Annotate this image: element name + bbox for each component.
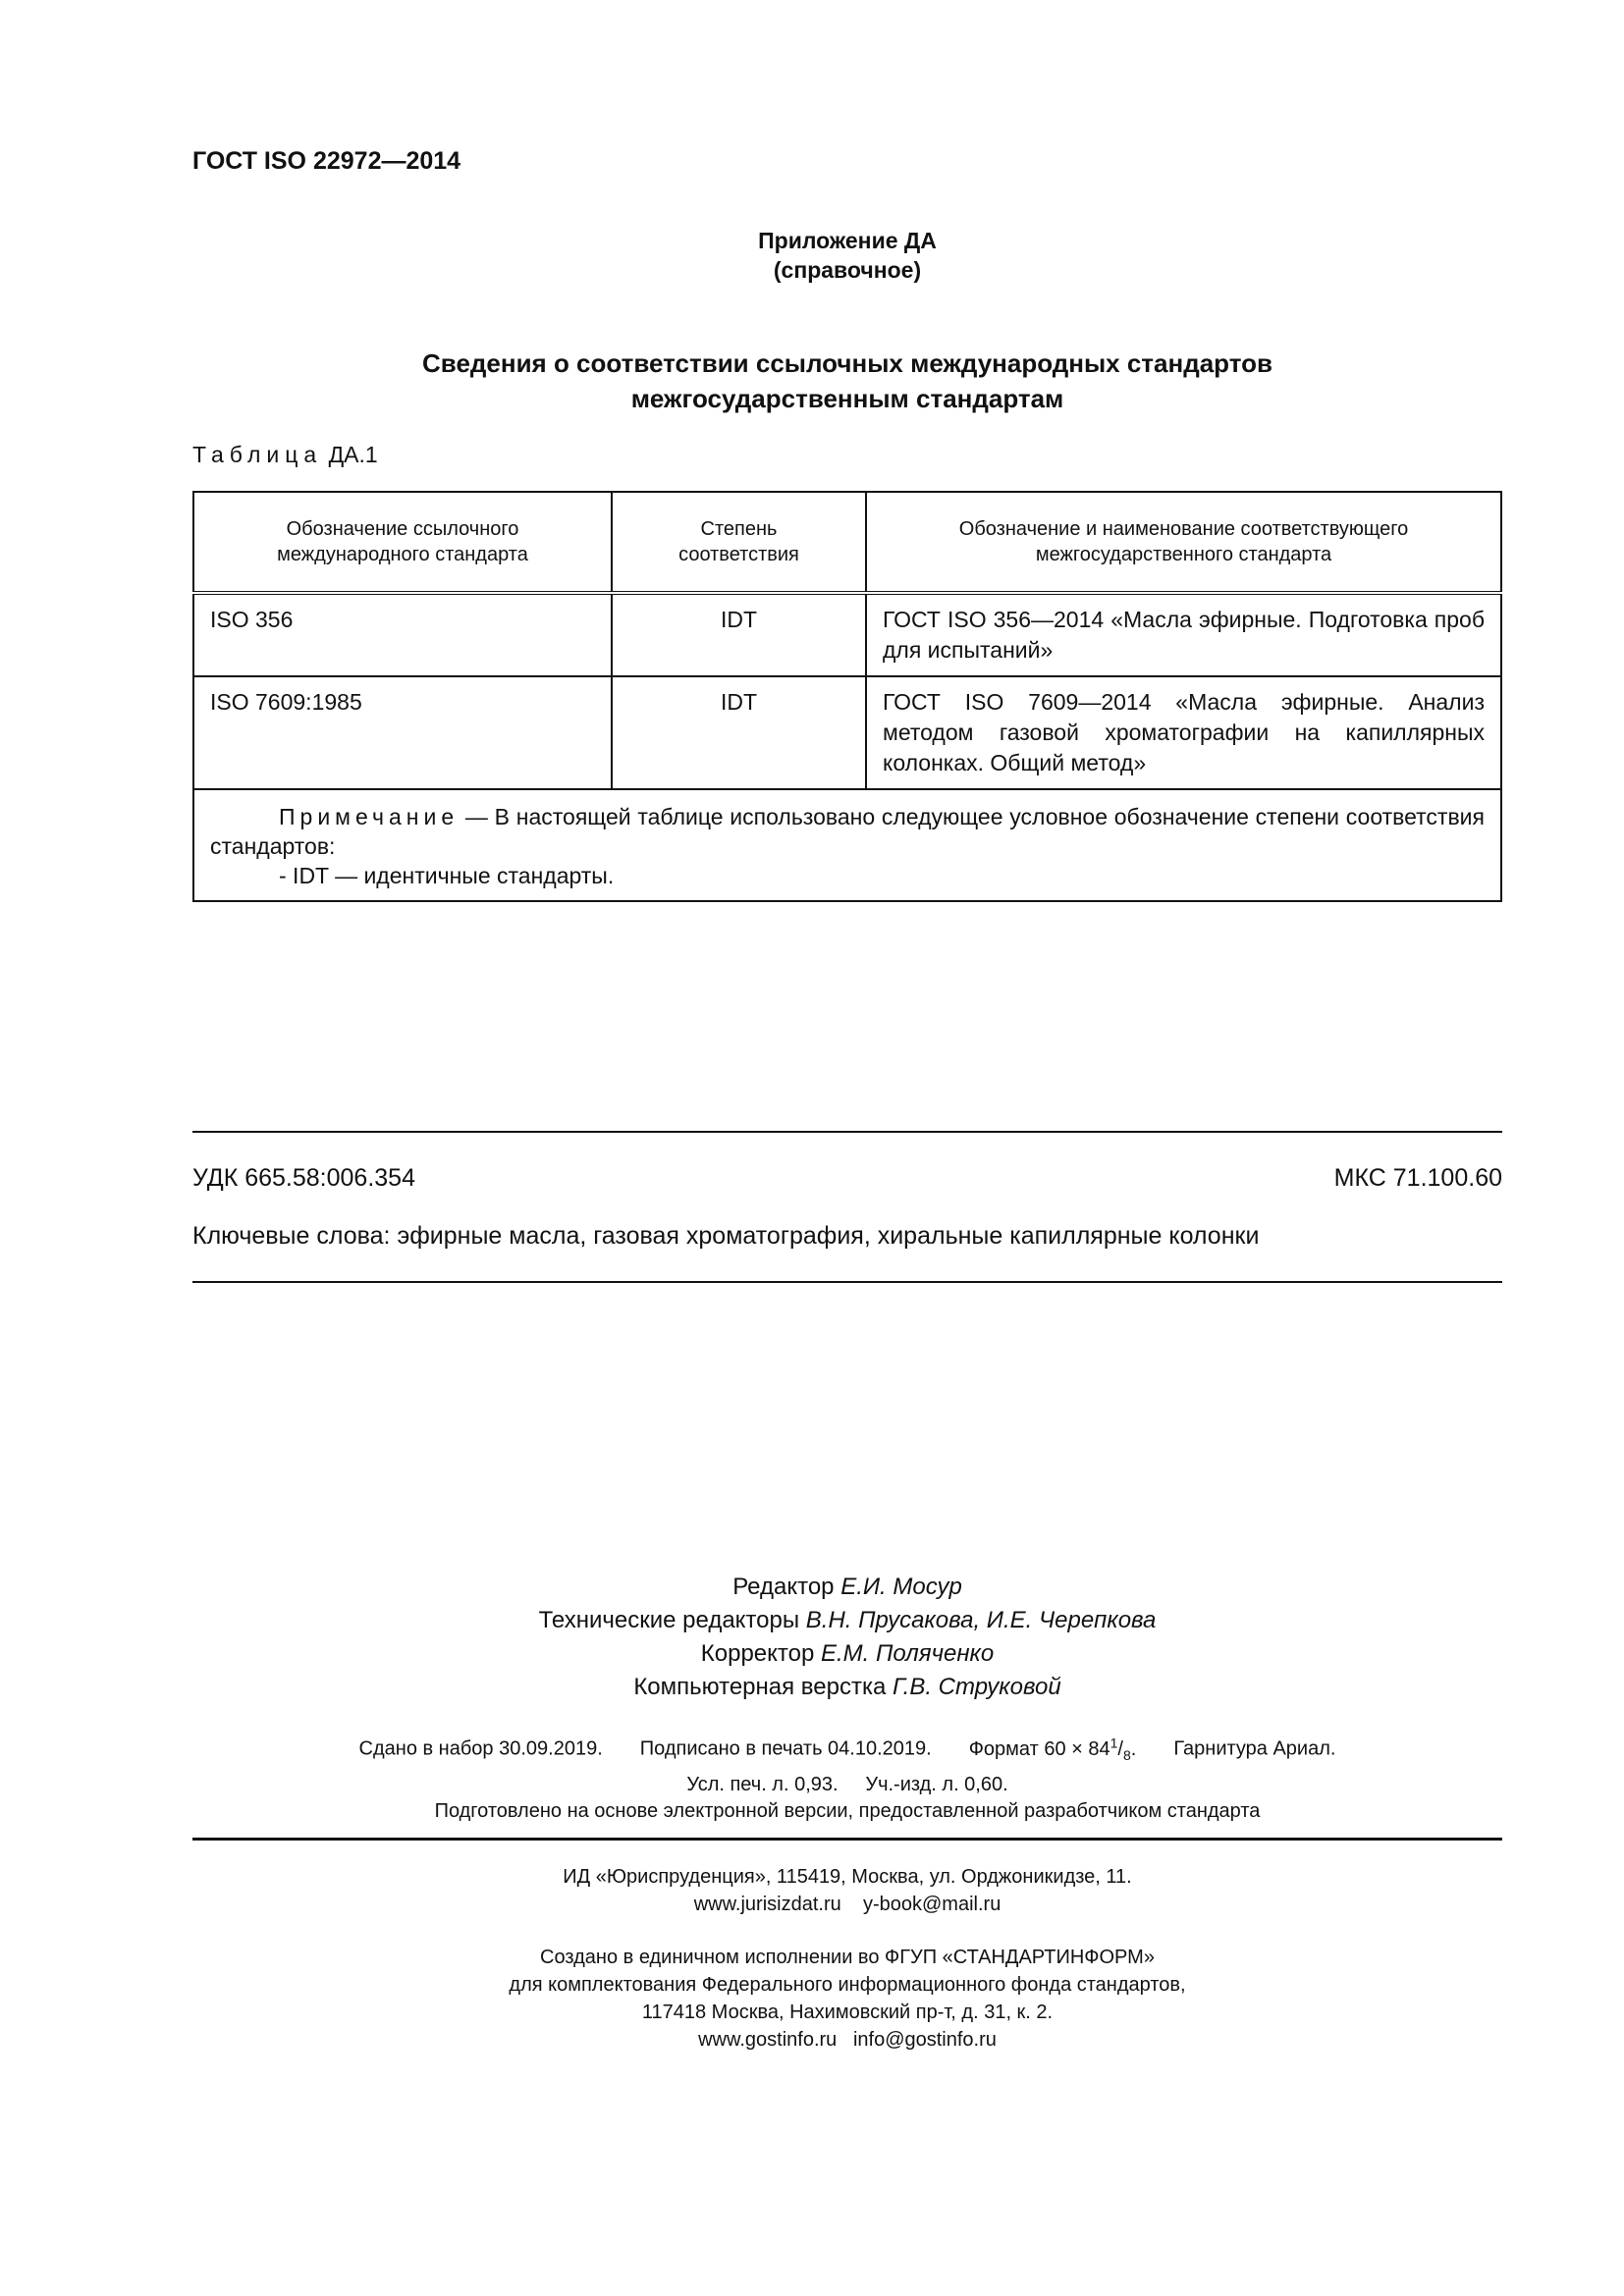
publisher-info [192,1863,1502,1918]
header-interstate-line1: Обозначение и наименование соответствующего [958,518,1409,540]
credit-corrector [192,1637,1502,1671]
header-degree [612,492,866,593]
print-info-line1 [192,1728,1502,1770]
table-caption [192,442,378,468]
credit-tech-editors [192,1604,1502,1637]
corrector-label: Корректор [700,1640,815,1667]
creator-line2: для комплектования Федерального информационного фонда стандартов, [509,1974,1186,1996]
section-title-line1: Сведения о соответствии ссылочных международных стандартов [422,348,1272,378]
header-interstate-line2: межгосударственного стандарта [1035,544,1332,565]
header-ref-line1: Обозначение ссылочного [286,518,519,540]
publisher-email-link[interactable]: y-book@mail.ru [862,1894,1001,1915]
creator-site-link[interactable]: www.gostinfo.ru [698,2029,838,2051]
cell-ref-standard: ISO 7609:1985 [193,676,612,789]
publisher-address: ИД «Юриспруденция», 115419, Москва, ул. Орджоникидзе, 11. [563,1866,1132,1888]
publisher-contacts [192,1891,1502,1918]
tech-editors-names: В.Н. Прусакова, И.Е. Черепкова [805,1607,1157,1633]
cell-interstate-standard: ГОСТ ISO 7609—2014 «Масла эфирные. Анализ методом газовой хроматографии на капиллярных колонках. Общий метод» [866,676,1501,789]
cell-interstate-standard: ГОСТ ISO 356—2014 «Масла эфирные. Подготовка проб для испытаний» [866,593,1501,676]
publication-sheets: Уч.-изд. л. 0,60. [865,1773,1008,1795]
header-degree-line2: соответствия [678,544,799,565]
divider-top [192,1131,1502,1133]
appendix-title: Приложение ДА [758,228,937,253]
appendix-subtitle: (справочное) [773,257,922,283]
divider-keywords [192,1281,1502,1283]
reference-standards-table [192,491,1502,902]
submitted-date: Сдано в набор 30.09.2019. [358,1737,603,1760]
cell-ref-standard: ISO 356 [193,593,612,676]
tech-editors-label: Технические редакторы [538,1607,800,1633]
creator-address: 117418 Москва, Нахимовский пр-т, д. 31, к. 2. [641,2002,1054,2023]
corrector-name: Е.М. Поляченко [821,1640,995,1667]
print-info [192,1728,1502,1799]
typeface: Гарнитура Ариал. [1173,1737,1336,1760]
header-ref-line2: международного стандарта [277,544,528,565]
table-caption-word: Таблица [192,442,323,467]
header-interstate-standard [866,492,1501,593]
prepared-note: Подготовлено на основе электронной версии, предоставленной разработчиком стандарта [434,1800,1261,1822]
signed-date: Подписано в печать 04.10.2019. [639,1737,932,1760]
note-text [210,802,1485,861]
header-degree-line1: Степень [700,518,778,540]
note-label: Примечание [279,804,460,829]
editor-name: Е.И. Мосур [840,1574,962,1600]
table-row [193,676,1501,789]
layout-label: Компьютерная верстка [633,1674,887,1700]
cell-degree: IDT [612,593,866,676]
section-title-line2: межгосударственным стандартам [630,384,1064,413]
appendix-heading [192,226,1502,285]
note-body: — В настоящей таблице использовано следующее условное обозначение степени соответствия стандартов: [210,804,1485,859]
table-header-row [193,492,1501,593]
table-row [193,593,1501,676]
creator-email-link[interactable]: info@gostinfo.ru [852,2029,997,2051]
note-item: - IDT — идентичные стандарты. [279,863,615,888]
creator-contacts [192,2026,1502,2054]
table-note [193,789,1501,901]
layout-name: Г.В. Струковой [893,1674,1061,1700]
creator-info [192,1944,1502,2054]
print-info-line2 [192,1770,1502,1799]
credits [192,1571,1502,1704]
section-title [192,346,1502,416]
print-sheets: Усл. печ. л. 0,93. [686,1773,839,1795]
cell-degree: IDT [612,676,866,789]
table-note-row [193,789,1501,901]
credit-editor [192,1571,1502,1604]
keywords: Ключевые слова: эфирные масла, газовая хроматография, хиральные капиллярные колонки [192,1222,1260,1250]
header-ref-standard [193,492,612,593]
mks-code: МКС 71.100.60 [1333,1164,1502,1192]
publisher-site-link[interactable]: www.jurisizdat.ru [693,1894,841,1915]
paper-format: Формат $60 \times 84^1/_8$. [968,1735,1137,1763]
document-code: ГОСТ ISO 22972—2014 [192,147,461,175]
editor-label: Редактор [732,1574,835,1600]
table-caption-number: ДА.1 [328,442,378,467]
divider-bottom [192,1838,1502,1841]
udc-code: УДК 665.58:006.354 [192,1164,415,1192]
creator-line1: Создано в единичном исполнении во ФГУП «СТАНДАРТИНФОРМ» [540,1947,1155,1968]
credit-layout [192,1671,1502,1704]
